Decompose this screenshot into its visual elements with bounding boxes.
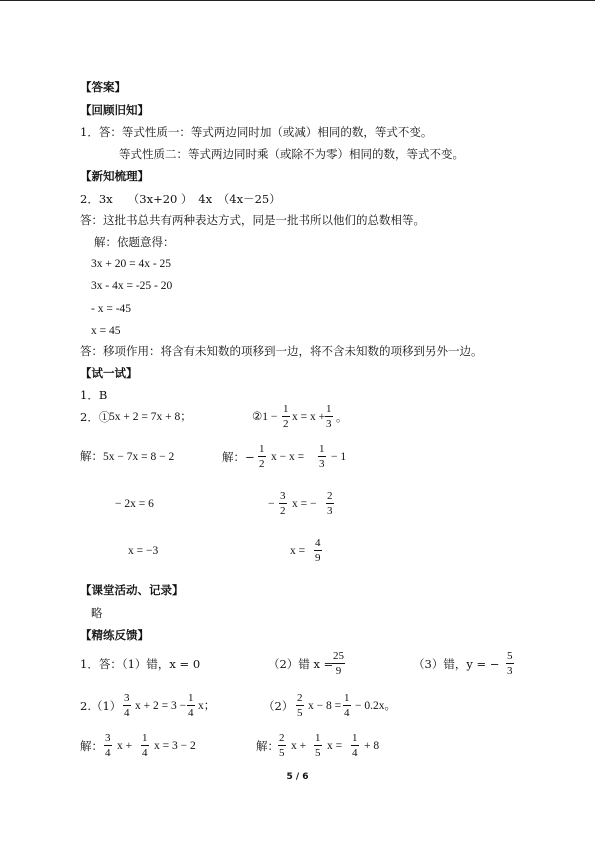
left-solution-1: 解：5x − 7x = 8 − 2 [80, 451, 175, 463]
new-knowledge-line-1: 2．3x （3x+20 ） 4x （4x－25） [80, 192, 281, 206]
try-q2b-end: 。 [336, 410, 348, 424]
heading-practice: 【精练反馈】 [80, 628, 149, 642]
fraction-1-4-d: $\frac{1}{4}$ [352, 732, 358, 759]
right-solution-1-mid: x − x = [271, 451, 305, 463]
right-solution-label: 解：− [222, 450, 255, 464]
try-q2b-prefix: ②1 − [252, 411, 278, 423]
fraction-1-2-b: $\frac{1}{2}$ [259, 443, 265, 470]
top-border [0, 0, 595, 1]
review-line-1: 1．答：等式性质一：等式两边同时加（或减）相同的数，等式不变。 [80, 125, 433, 139]
equation-2: 3x - 4x = -25 - 20 [91, 280, 173, 292]
fraction-2-5-b: $\frac{2}{5}$ [279, 732, 285, 759]
equation-4: x = 45 [91, 325, 121, 337]
left-solution-3: x = −3 [128, 545, 159, 557]
practice-sol-b-mid1: x + [291, 740, 307, 752]
practice-q2a-end: x； [198, 700, 216, 712]
fraction-5-3: $\frac{5}{3}$ [507, 650, 513, 677]
heading-review: 【回顾旧知】 [80, 103, 149, 117]
fraction-1-3: $\frac{1}{3}$ [326, 403, 332, 430]
practice-sol-a-mid1: x + [117, 740, 133, 752]
heading-try: 【试一试】 [80, 366, 138, 380]
review-line-2: 等式性质二：等式两边同时乘（或除不为零）相同的数，等式不变。 [119, 147, 464, 161]
practice-q1-part2: （2）错 x = [268, 657, 334, 671]
equation-1: 3x + 20 = 4x - 25 [91, 258, 172, 270]
fraction-3-4: $\frac{3}{4}$ [124, 692, 130, 719]
right-solution-3-lead: x = [290, 545, 306, 557]
practice-sol-b-label: 解： [256, 739, 279, 753]
fraction-1-4: $\frac{1}{4}$ [188, 692, 194, 719]
equation-3: - x = -45 [91, 303, 132, 315]
practice-sol-a-label: 解： [80, 739, 103, 753]
practice-sol-b-mid2: x = [327, 740, 343, 752]
practice-q2b-end: − 0.2x。 [355, 700, 396, 712]
practice-q1-prefix: 1．答：（1）错，x = 0 [80, 657, 201, 671]
fraction-2-3: $\frac{2}{3}$ [327, 490, 333, 517]
left-solution-2: − 2x = 6 [115, 498, 154, 510]
try-q2b-mid: x = x + [292, 411, 326, 423]
fraction-3-4-b: $\frac{3}{4}$ [105, 732, 111, 759]
new-knowledge-line-3: 答：移项作用：将含有未知数的项移到一边，将不含未知数的项移到另外一边。 [80, 344, 483, 358]
fraction-2-5: $\frac{2}{5}$ [297, 692, 303, 719]
page-number: 5 / 6 [286, 772, 309, 782]
right-solution-2-mid: x = − [292, 498, 317, 510]
right-solution-1-end: − 1 [331, 451, 347, 463]
new-knowledge-line-2: 答：这批书总共有两种表达方式，同是一批书所以他们的总数相等。 [80, 213, 425, 227]
fraction-1-2: $\frac{1}{2}$ [283, 403, 289, 430]
fraction-4-9: $\frac{4}{9}$ [315, 537, 321, 564]
practice-q1-part3: （3）错，y = − [413, 657, 500, 671]
fraction-3-2: $\frac{3}{2}$ [280, 490, 286, 517]
heading-new-knowledge: 【新知梳理】 [80, 169, 149, 183]
try-q1: 1．B [80, 388, 108, 402]
practice-q2b-mid: x − 8 = [308, 700, 342, 712]
practice-sol-b-end: + 8 [364, 740, 380, 752]
fraction-1-3-b: $\frac{1}{3}$ [319, 443, 325, 470]
right-solution-2-lead: − [268, 498, 275, 510]
try-q2a: 5x + 2 = 7x + 8； [109, 411, 192, 423]
fraction-25-9: $\frac{25}{9}$ [333, 650, 344, 677]
heading-activity: 【课堂活动、记录】 [80, 583, 184, 597]
practice-q2a-mid: x + 2 = 3 − [135, 700, 187, 712]
heading-answer: 【答案】 [80, 80, 126, 94]
try-q2-prefix: 2．① [80, 410, 111, 424]
practice-q2-prefix: 2.（1） [80, 699, 122, 713]
fraction-1-5: $\frac{1}{5}$ [315, 732, 321, 759]
practice-sol-a-mid2: x = 3 − 2 [154, 740, 196, 752]
fraction-1-4-c: $\frac{1}{4}$ [142, 732, 148, 759]
practice-q2b-prefix: （2） [263, 699, 294, 713]
activity-text: 略 [91, 606, 103, 620]
fraction-1-4-b: $\frac{1}{4}$ [344, 692, 350, 719]
solve-label: 解：依题意得： [94, 235, 175, 249]
